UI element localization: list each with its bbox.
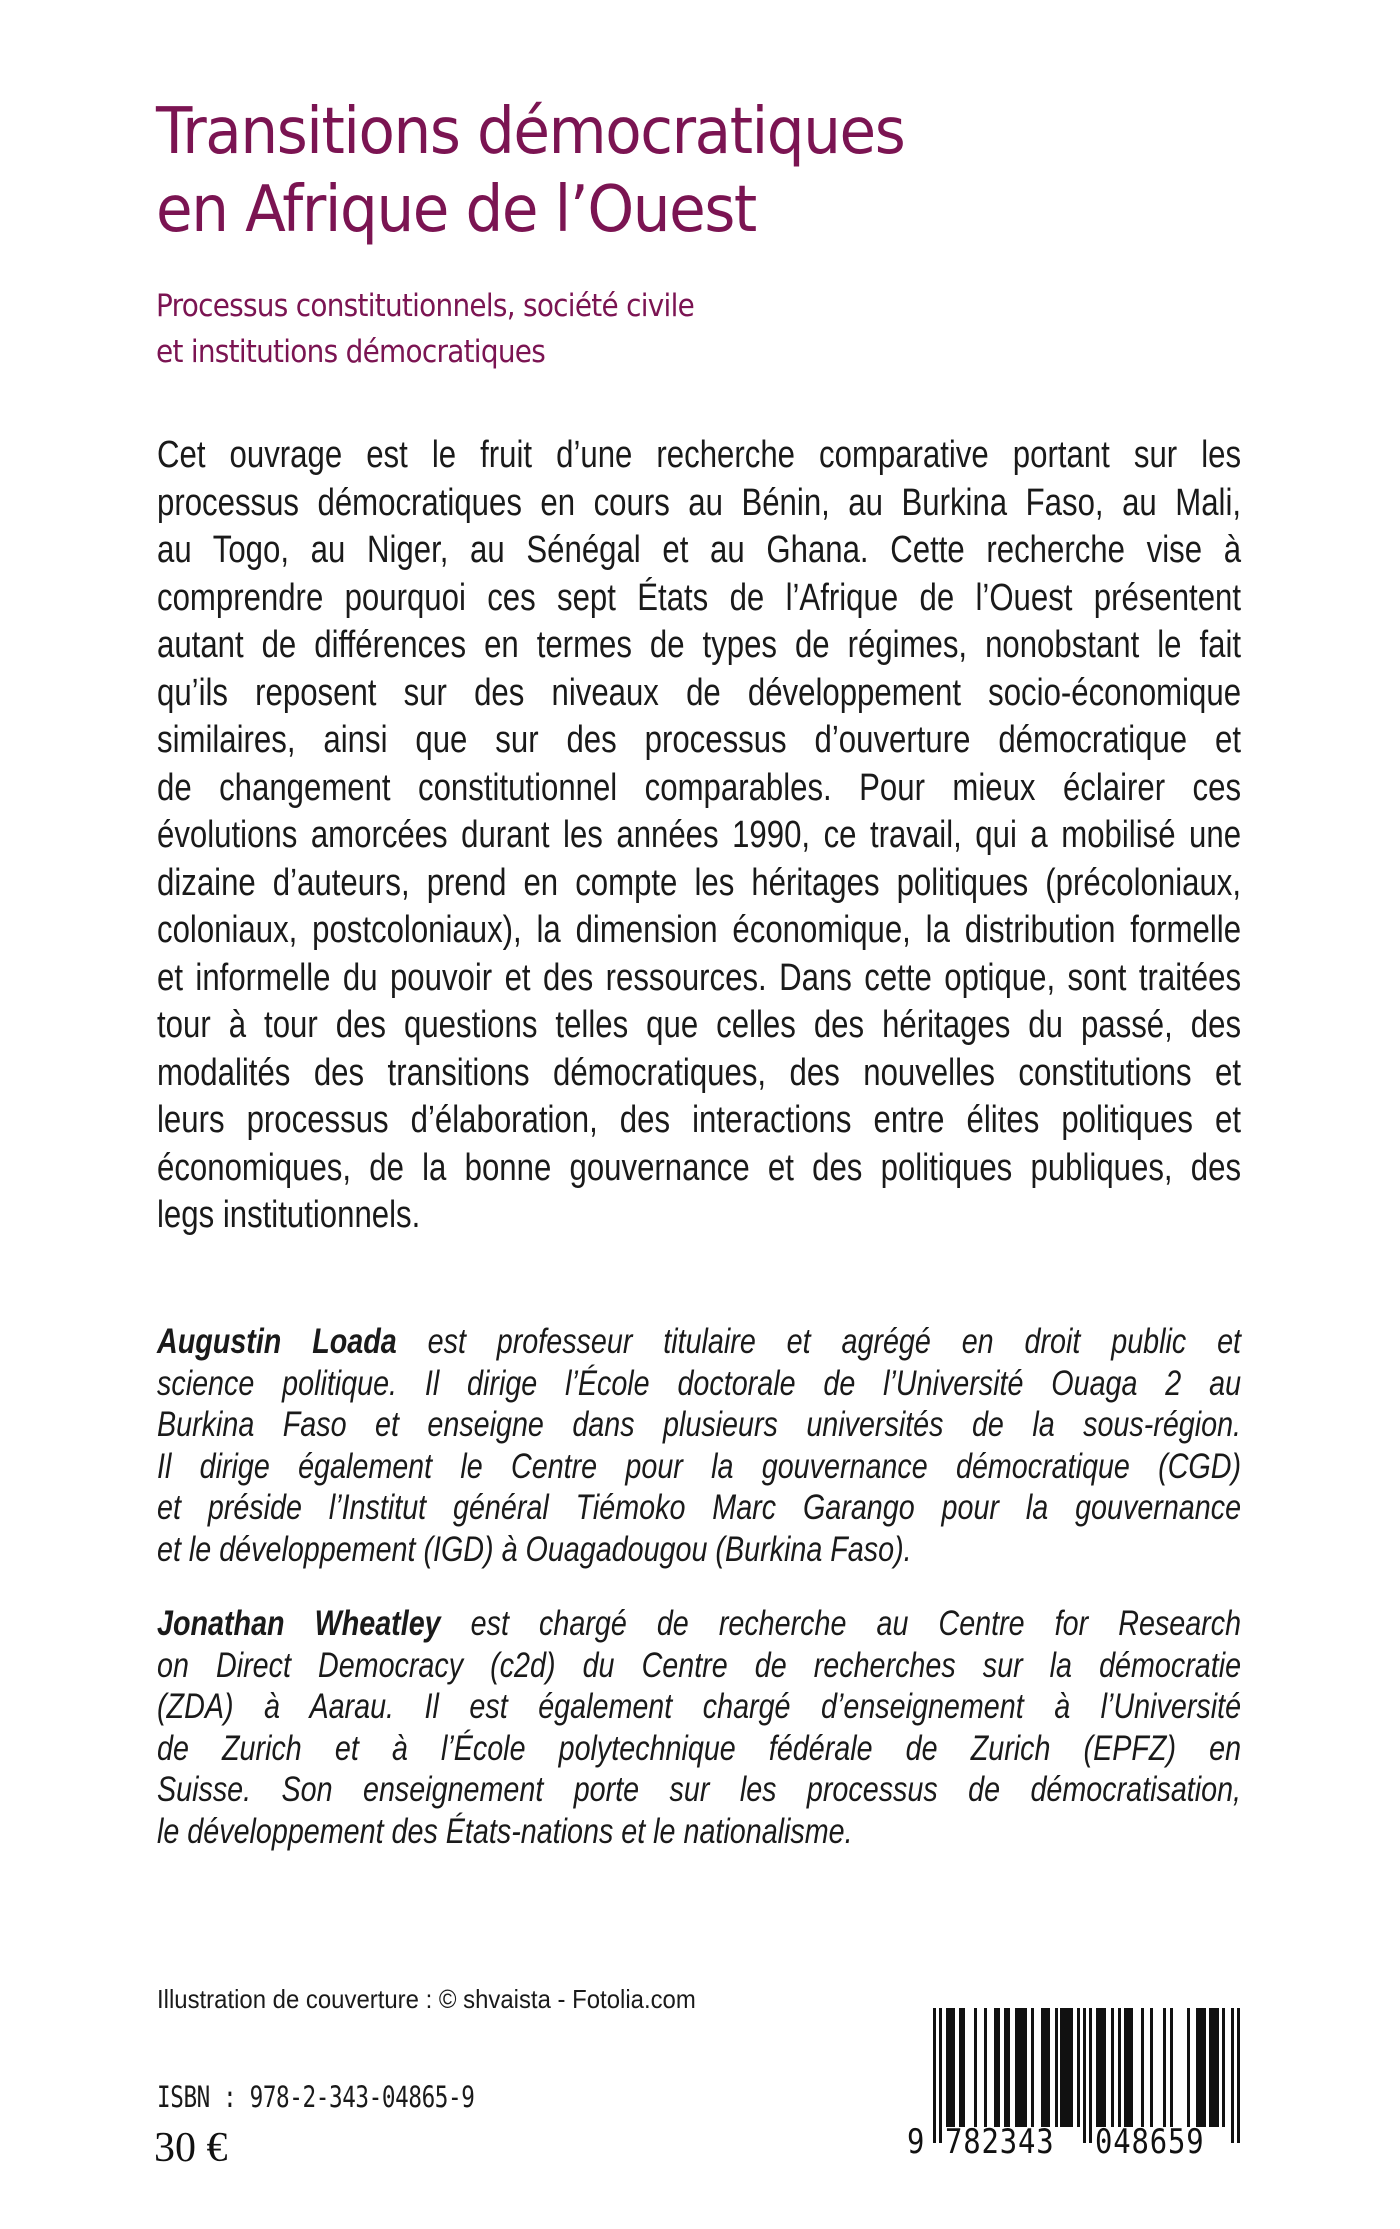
barcode-right-digits: 048659 (1095, 2122, 1205, 2162)
bio-line: le développement des États-nations et le nationalisme. (157, 1811, 853, 1851)
book-subtitle-line-1: Processus constitutionnels, société civile (156, 288, 695, 324)
isbn-label: ISBN : 978-2-343-04865-9 (157, 2080, 475, 2114)
summary-line: similaires, ainsi que sur des processus d’ouverture démocratique et (157, 719, 1242, 761)
summary-line: économiques, de la bonne gouvernance et des politiques publiques, des (157, 1146, 1242, 1189)
author-bio-loada (157, 1321, 1241, 1570)
bio-line: de Zurich et à l’École polytechnique fédérale de Zurich (EPFZ) en (157, 1728, 1242, 1768)
bio-text: est chargé de recherche au Centre for Research (440, 1604, 1242, 1643)
bio-line: on Direct Democracy (c2d) du Centre de recherches sur la démocratie (157, 1645, 1242, 1685)
summary-line: comprendre pourquoi ces sept États de l’Afrique de l’Ouest présentent (157, 576, 1242, 619)
summary-line: coloniaux, postcoloniaux), la dimension économique, la distribution formelle (157, 909, 1242, 951)
bio-line: science politique. Il dirige l’École doctorale de l’Université Ouaga 2 au (157, 1363, 1242, 1403)
summary-line: de changement constitutionnel comparables. Pour mieux éclairer ces (157, 766, 1242, 809)
bio-line: (ZDA) à Aarau. Il est également chargé d’enseignement à l’Université (157, 1687, 1242, 1726)
bio-line: Suisse. Son enseignement porte sur les processus de démocratisation, (157, 1770, 1242, 1809)
bio-line: et le développement (IGD) à Ouagadougou (Burkina Faso). (157, 1529, 912, 1569)
summary-line: et informelle du pouvoir et des ressources. Dans cette optique, sont traitées (157, 956, 1242, 999)
summary-line: leurs processus d’élaboration, des interactions entre élites politiques et (157, 1099, 1242, 1141)
summary-line: au Togo, au Niger, au Sénégal et au Ghana. Cette recherche vise à (157, 529, 1242, 571)
author-bio-first-line (157, 1603, 1241, 1645)
author-bio-wheatley (157, 1603, 1241, 1852)
summary-line: évolutions amorcées durant les années 1990, ce travail, qui a mobilisé une (157, 814, 1242, 856)
summary-line: legs institutionnels. (157, 1194, 421, 1236)
book-subtitle (156, 283, 1146, 375)
summary-line: Cet ouvrage est le fruit d’une recherche comparative portant sur les (157, 434, 1242, 476)
book-title-line-1: Transitions démocratiques (156, 95, 905, 169)
bio-text: est professeur titulaire et agrégé en droit public et (396, 1322, 1242, 1361)
book-title-line-2: en Afrique de l’Ouest (156, 173, 756, 247)
author-bio-first-line (157, 1321, 1241, 1363)
barcode-first-digit: 9 (907, 2122, 925, 2162)
book-subtitle-line-2: et institutions démocratiques (156, 334, 546, 370)
summary-line: dizaine d’auteurs, prend en compte les héritages politiques (précoloniaux, (157, 861, 1242, 904)
summary-line: processus démocratiques en cours au Bénin, au Burkina Faso, au Mali, (157, 481, 1242, 524)
summary-line: qu’ils reposent sur des niveaux de développement socio-économique (157, 671, 1242, 714)
summary-paragraph (157, 432, 1241, 1240)
summary-line: modalités des transitions démocratiques, des nouvelles constitutions et (157, 1051, 1242, 1094)
summary-line: tour à tour des questions telles que celles des héritages du passé, des (157, 1004, 1242, 1046)
isbn-barcode (905, 2000, 1250, 2165)
author-name: Jonathan Wheatley (157, 1604, 441, 1643)
bio-line: Il dirige également le Centre pour la gouvernance démocratique (CGD) (157, 1446, 1242, 1486)
summary-line: autant de différences en termes de types de régimes, nonobstant le fait (157, 624, 1242, 666)
illustration-credit: Illustration de couverture : © shvaista - Fotolia.com (157, 1984, 696, 2014)
price-label: 30 € (154, 2125, 228, 2171)
author-name: Augustin Loada (157, 1322, 397, 1361)
book-title (156, 93, 1179, 249)
bio-line: Burkina Faso et enseigne dans plusieurs universités de la sous-région. (157, 1405, 1242, 1444)
bio-line: et préside l’Institut général Tiémoko Marc Garango pour la gouvernance (157, 1488, 1242, 1527)
barcode-left-digits: 782343 (945, 2122, 1055, 2162)
